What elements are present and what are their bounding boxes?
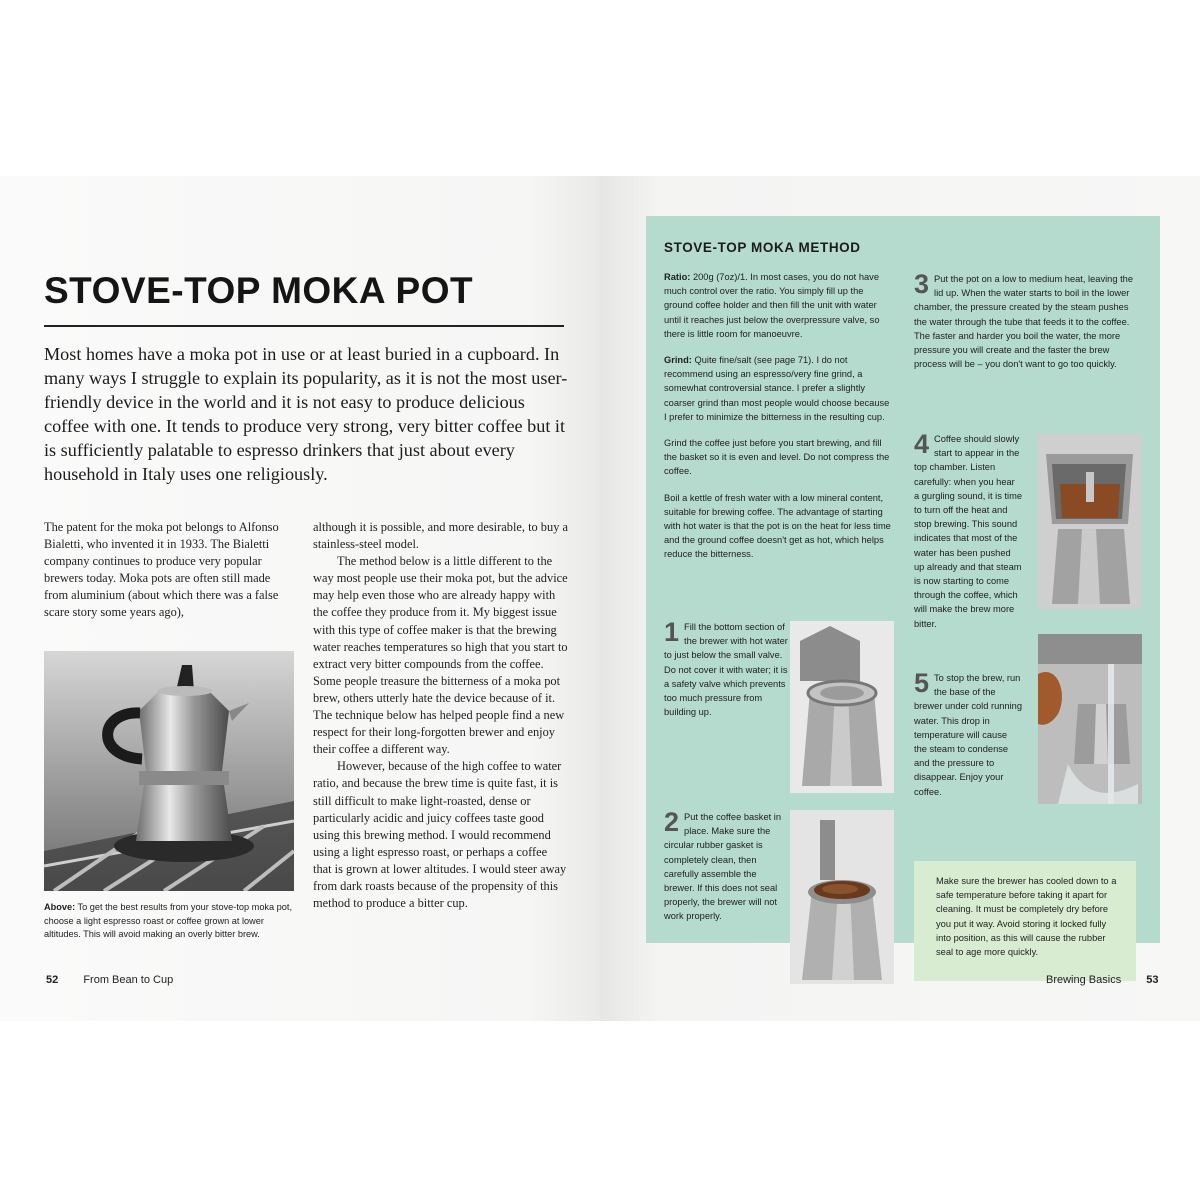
moka-pot-on-stove-image [44, 651, 294, 891]
left-footer [46, 974, 173, 986]
title-rule [44, 325, 564, 327]
left-page [0, 176, 600, 1021]
ratio-text [664, 270, 892, 341]
step-text: Coffee should slowly start to appear in the top chamber. Listen carefully: when you hear a gurgling sound, it is time to turn off the heat and stop brewing. This sound indicates that most of the water has been pushed up already and that steam is now starting to come through the coffee, which will make the brew more bitter. [914, 434, 1023, 629]
step-5 [914, 668, 1023, 799]
right-page [600, 176, 1200, 1021]
note-text: Make sure the brewer has cooled down to a safe temperature before taking it apart for cleaning. It must be completely dry before you put it way. Avoid storing it locked fully into position, as this will cause the rubber seal to age more quickly. [936, 876, 1117, 958]
body-column-1 [44, 519, 292, 622]
grind-label: Grind: [664, 355, 692, 366]
kettle-paragraph: Boil a kettle of fresh water with a low mineral content, suitable for brewing coffee. The advantage of starting with hot water is that the pot is on the heat for less time and the ground coffee doesn't get as hot, which helps reduce the bitterness. [664, 492, 891, 560]
step-number: 5 [914, 668, 930, 698]
photo-caption [44, 901, 292, 942]
ratio-body: 200g (7oz)/1. In most cases, you do not have much control over the ratio. You simply fill up the ground coffee holder and then fill the unit with water until it reaches just below the overpressure valve, so there is little room for manoeuvre. [664, 272, 880, 339]
page-number: 53 [1146, 974, 1159, 986]
step-2 [664, 807, 788, 924]
step-number: 3 [914, 269, 930, 299]
method-intro [664, 270, 892, 562]
moka-pot-photo [44, 651, 294, 891]
step-2-photo [790, 810, 894, 984]
step-number: 2 [664, 807, 680, 837]
moka-base-image [790, 621, 894, 793]
body-paragraph: However, because of the high coffee to water ratio, and because the brew time is quite fast, it is still difficult to make light-roasted, dense or particularly acidic and juicy coffees taste good using this brewing method. I would recommend using a light espresso roast, or perhaps a coffee that is grown at lower altitudes. I would steer away from dark roasts because of the propensity of this method to produce a bitter cup. [313, 759, 567, 911]
body-paragraph: The patent for the moka pot belongs to Alfonso Bialetti, who invented it in 1933. The Bialetti company continues to produce very popular brewers today. Moka pots are often still made from aluminium (about which there was a false scare story some years ago), [44, 520, 279, 620]
caption-label: Above: [44, 902, 76, 912]
step-text: Put the coffee basket in place. Make sure the circular rubber gasket is completely clean, then carefully assemble the brewer. If this does not seal properly, the brewer will not work properly. [664, 812, 782, 922]
step-4-photo [1038, 434, 1142, 609]
page-title: STOVE-TOP MOKA POT [44, 270, 474, 311]
body-paragraph: although it is possible, and more desirable, to buy a stainless-steel model. [313, 520, 568, 552]
grind-text [664, 353, 892, 424]
step-text: Fill the bottom section of the brewer with hot water to just below the small valve. Do not cover it with water; it is a safety valve which prevents too much pressure from building up. [664, 622, 788, 718]
body-paragraph: The method below is a little different to the way most people use their moka pot, but the advice may help even those who are already happy with the coffee they produce from it. My biggest issue with this type of coffee maker is that the brewing water reaches temperatures so high that you start to extract very bitter compounds from the coffee. Some people treasure the bitterness of a moka pot brew, others utterly hate the device because of it. The technique below has helped people find a new respect for their long-forgotten brewer and enjoy their coffee a different way. [313, 554, 568, 757]
step-1-photo [790, 621, 894, 793]
body-column-2 [313, 519, 568, 912]
cooling-under-tap-image [1038, 634, 1142, 804]
ratio-label: Ratio: [664, 272, 691, 282]
page-number: 52 [46, 974, 59, 986]
book-spread [0, 176, 1200, 1021]
right-footer [1046, 974, 1159, 986]
note-box [914, 861, 1136, 981]
panel-title: STOVE-TOP MOKA METHOD [664, 240, 861, 255]
step-5-photo [1038, 634, 1142, 804]
method-panel [646, 216, 1160, 958]
intro-paragraph: Most homes have a moka pot in use or at least buried in a cupboard. In many ways I struggle to explain its popularity, as it is not the most user-friendly device in the world and it is not easy to produce delicious coffee with one. It tends to produce very strong, very bitter coffee but it is sufficiently palatable to espresso drinkers that just about every household in Italy uses one religiously. [44, 344, 568, 484]
step-text: Put the pot on a low to medium heat, leaving the lid up. When the water starts to boil in the lower chamber, the pressure created by the steam pushes the water through the tube that feeds it to the coffee. The faster and harder you boil the water, the more pressure you will create and the faster the brew process will be – you don't want to go too quickly. [914, 274, 1134, 370]
running-head: Brewing Basics [1046, 974, 1122, 986]
caption-text: To get the best results from your stove-top moka pot, choose a light espresso roast or coffee grown at lower altitudes. This will avoid making an overly bitter brew. [44, 902, 293, 939]
running-head: From Bean to Cup [83, 974, 174, 986]
step-1 [664, 617, 788, 719]
step-4 [914, 429, 1023, 631]
step-number: 1 [664, 617, 680, 647]
step-text: To stop the brew, run the base of the brewer under cold running water. This drop in temperature will cause the steam to condense and the pressure to disappear. Enjoy your coffee. [914, 673, 1023, 797]
coffee-basket-image [790, 810, 894, 984]
step-3 [914, 269, 1142, 371]
grind-body: Quite fine/salt (see page 71). I do not recommend using an espresso/very fine grind, a somewhat controversial stance. I prefer a slightly coarser grind than most people would choose because I prefer to minimize the bitterness in the resulting cup. [664, 355, 890, 422]
grind-paragraph: Grind the coffee just before you start brewing, and fill the basket so it is even and level. Do not compress the coffee. [664, 438, 890, 477]
step-number: 4 [914, 429, 930, 459]
coffee-in-top-chamber-image [1038, 434, 1142, 609]
